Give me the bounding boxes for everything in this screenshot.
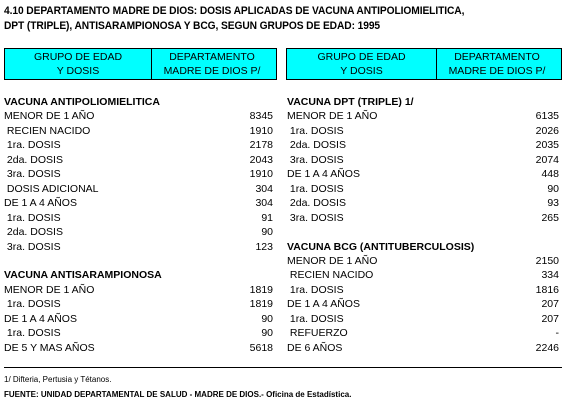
row-value: 6135 — [535, 110, 559, 123]
row-label: MENOR DE 1 AÑO — [287, 254, 378, 267]
table-title-line-2: DPT (TRIPLE), ANTISARAMPIONOSA Y BCG, SEGUN GRUPOS DE EDAD: 1995 — [4, 20, 381, 32]
row-value: 334 — [541, 269, 559, 282]
age-group-header-line-1: GRUPO DE EDAD — [33, 51, 123, 63]
row-label: 1ra. DOSIS — [287, 124, 344, 137]
table-row — [4, 326, 273, 341]
row-label: RECIEN NACIDO — [4, 124, 91, 137]
row-value: 90 — [261, 226, 273, 239]
source-note: FUENTE: UNIDAD DEPARTAMENTAL DE SALUD - MADRE DE DIOS.- Oficina de Estadística. — [4, 390, 352, 399]
row-label: DE 1 A 4 AÑOS — [287, 298, 360, 311]
row-label: DE 1 A 4 AÑOS — [287, 168, 360, 181]
row-label: 3ra. DOSIS — [4, 168, 61, 181]
table-row — [4, 225, 273, 240]
table-row — [287, 124, 559, 139]
row-value: - — [555, 327, 559, 340]
row-label: MENOR DE 1 AÑO — [4, 110, 95, 123]
table-row — [4, 283, 273, 298]
age-group-header-line-1: GRUPO DE EDAD — [317, 51, 406, 63]
row-value: 2043 — [249, 153, 273, 166]
row-value: 304 — [255, 182, 273, 195]
table-row — [4, 153, 273, 168]
row-value: 2035 — [535, 139, 559, 152]
row-value: 90 — [261, 312, 273, 325]
row-value: 90 — [547, 182, 559, 195]
row-label: DOSIS ADICIONAL — [4, 182, 99, 195]
left-column-header — [4, 48, 277, 80]
row-label: 2da. DOSIS — [287, 197, 346, 210]
row-value: 93 — [547, 197, 559, 210]
table-row — [4, 138, 273, 153]
table-row — [287, 182, 559, 197]
row-label: VACUNA ANTISARAMPIONOSA — [4, 269, 162, 282]
table-row — [287, 153, 559, 168]
department-header-line-2: MADRE DE DIOS P/ — [448, 65, 546, 77]
row-value: 1819 — [249, 283, 273, 296]
row-value: 1816 — [535, 283, 559, 296]
section-heading — [287, 95, 559, 110]
table-row — [287, 312, 559, 327]
table-row — [4, 297, 273, 312]
table-row — [4, 196, 273, 211]
row-label: 1ra. DOSIS — [4, 211, 61, 224]
row-value: 1910 — [249, 124, 273, 137]
section-heading — [4, 95, 273, 110]
table-row — [287, 283, 559, 298]
table-row — [4, 254, 273, 269]
row-value: 448 — [541, 168, 559, 181]
row-value: 1819 — [249, 298, 273, 311]
row-value: 207 — [541, 312, 559, 325]
row-label: 3ra. DOSIS — [287, 211, 344, 224]
row-label: REFUERZO — [287, 327, 348, 340]
table-title-line-1: 4.10 DEPARTAMENTO MADRE DE DIOS: DOSIS APLICADAS DE VACUNA ANTIPOLIOMIELITICA, — [4, 5, 465, 17]
row-label: 2da. DOSIS — [4, 226, 63, 239]
row-label: 1ra. DOSIS — [287, 182, 344, 195]
row-label: MENOR DE 1 AÑO — [287, 110, 378, 123]
row-value: 90 — [261, 327, 273, 340]
row-label: 1ra. DOSIS — [4, 139, 61, 152]
row-value: 2074 — [535, 153, 559, 166]
row-label: VACUNA DPT (TRIPLE) 1/ — [287, 96, 414, 108]
table-row — [287, 167, 559, 182]
table-row — [287, 297, 559, 312]
row-label: MENOR DE 1 AÑO — [4, 283, 95, 296]
table-row — [287, 326, 559, 341]
table-row — [4, 167, 273, 182]
table-row — [4, 124, 273, 139]
row-value: 304 — [255, 197, 273, 210]
table-row — [4, 109, 273, 124]
row-value: 91 — [261, 211, 273, 224]
row-label: 2da. DOSIS — [4, 153, 63, 166]
age-group-header — [5, 49, 152, 79]
table-row — [4, 341, 273, 356]
row-value: 265 — [541, 211, 559, 224]
section-heading — [287, 240, 559, 255]
row-label: 1ra. DOSIS — [4, 298, 61, 311]
row-value: 2246 — [535, 341, 559, 354]
row-value: 123 — [255, 240, 273, 253]
department-header-line-1: DEPARTAMENTO — [454, 51, 540, 63]
footer-divider — [4, 367, 562, 368]
department-header-line-1: DEPARTAMENTO — [169, 51, 255, 63]
table-row — [287, 196, 559, 211]
table-row — [287, 268, 559, 283]
row-value: 2150 — [535, 254, 559, 267]
row-label: 3ra. DOSIS — [4, 240, 61, 253]
row-label: RECIEN NACIDO — [287, 269, 374, 282]
row-label: 1ra. DOSIS — [4, 327, 61, 340]
department-header — [437, 49, 561, 79]
row-label: VACUNA BCG (ANTITUBERCULOSIS) — [287, 240, 475, 253]
section-heading — [4, 268, 273, 283]
row-value: 207 — [541, 298, 559, 311]
department-header-line-2: MADRE DE DIOS P/ — [163, 65, 261, 77]
table-row — [287, 225, 559, 240]
row-label: DE 1 A 4 AÑOS — [4, 312, 77, 325]
row-label: 1ra. DOSIS — [287, 312, 344, 325]
row-value: 2178 — [249, 139, 273, 152]
row-label: VACUNA ANTIPOLIOMIELITICA — [4, 96, 160, 108]
age-group-header-line-2: Y DOSIS — [340, 65, 383, 77]
row-label: 3ra. DOSIS — [287, 153, 344, 166]
right-column-header — [286, 48, 562, 80]
row-label: DE 6 AÑOS — [287, 341, 343, 354]
row-label: 2da. DOSIS — [287, 139, 346, 152]
table-row — [4, 182, 273, 197]
footnote-dpt: 1/ Difteria, Pertusia y Tétanos. — [4, 375, 112, 384]
row-value: 1910 — [249, 168, 273, 181]
table-row — [4, 240, 273, 255]
row-value: 2026 — [535, 124, 559, 137]
row-label: DE 1 A 4 AÑOS — [4, 197, 77, 210]
table-row — [287, 211, 559, 226]
row-label: DE 5 Y MAS AÑOS — [4, 341, 95, 354]
row-label: 1ra. DOSIS — [287, 283, 344, 296]
table-row — [287, 254, 559, 269]
table-row — [287, 109, 559, 124]
age-group-header-line-2: Y DOSIS — [56, 65, 100, 77]
row-value: 8345 — [249, 110, 273, 123]
table-row — [4, 211, 273, 226]
table-row — [287, 138, 559, 153]
age-group-header — [287, 49, 437, 79]
row-value: 5618 — [249, 341, 273, 354]
department-header — [152, 49, 276, 79]
table-row — [4, 312, 273, 327]
table-row — [287, 341, 559, 356]
